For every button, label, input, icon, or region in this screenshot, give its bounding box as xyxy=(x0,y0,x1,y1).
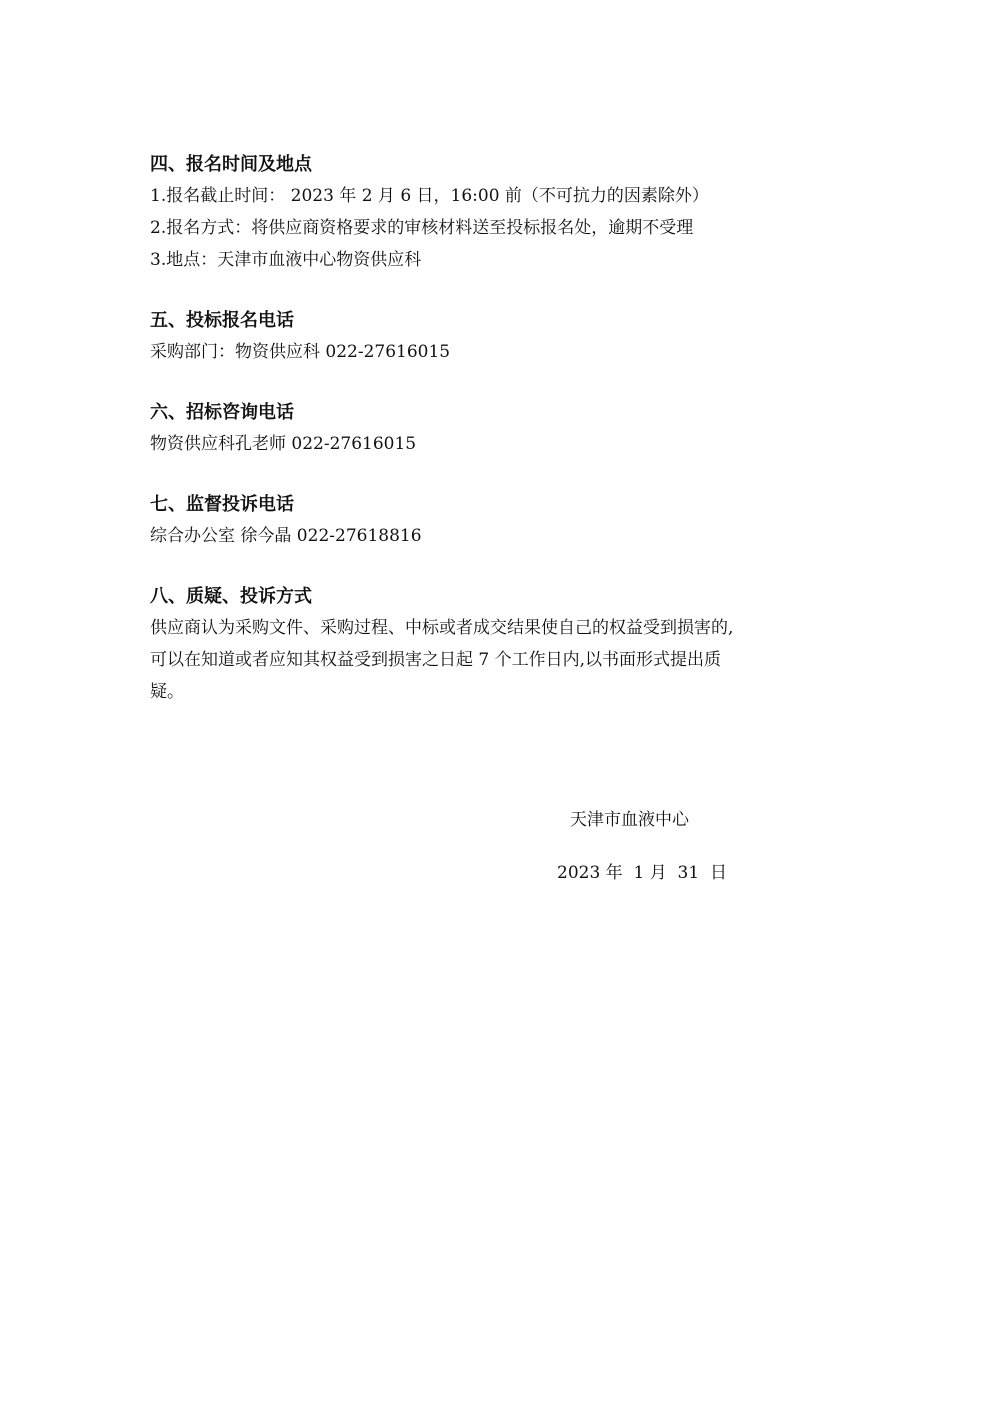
consultation-contact-line: 物资供应科孔老师 022-27616015 xyxy=(150,434,417,454)
supervision-contact-line: 综合办公室 徐今晶 022-27618816 xyxy=(150,526,422,546)
registration-location-line: 3.地点：天津市血液中心物资供应科 xyxy=(150,250,422,270)
section-supervision-phone xyxy=(150,490,850,552)
spacer xyxy=(150,552,850,582)
spacer xyxy=(150,460,850,490)
procurement-department-line: 采购部门：物资供应科 022-27616015 xyxy=(150,342,451,362)
spacer xyxy=(150,276,850,306)
complaint-paragraph-line: 供应商认为采购文件、采购过程、中标或者成交结果使自己的权益受到损害的, xyxy=(150,618,734,638)
registration-method-line: 2.报名方式：将供应商资格要求的审核材料送至投标报名处，逾期不受理 xyxy=(150,218,694,238)
section-heading: 七、监督投诉电话 xyxy=(150,494,294,515)
section-consultation-phone xyxy=(150,398,850,460)
section-complaint-method xyxy=(150,582,850,708)
section-heading: 六、招标咨询电话 xyxy=(150,402,294,423)
section-heading: 五、投标报名电话 xyxy=(150,310,294,331)
signature-date: 2023 年 1 月 31 日 xyxy=(557,863,727,883)
document-body xyxy=(150,150,850,708)
complaint-paragraph-line: 疑。 xyxy=(150,682,184,702)
section-registration-time-place xyxy=(150,150,850,276)
section-heading: 八、质疑、投诉方式 xyxy=(150,586,312,607)
registration-deadline-line: 1.报名截止时间： 2023 年 2 月 6 日，16:00 前（不可抗力的因素除外） xyxy=(150,186,709,206)
signature-organization: 天津市血液中心 xyxy=(570,810,689,830)
section-heading: 四、报名时间及地点 xyxy=(150,154,312,175)
spacer xyxy=(150,368,850,398)
section-registration-phone xyxy=(150,306,850,368)
complaint-paragraph-line: 可以在知道或者应知其权益受到损害之日起 7 个工作日内,以书面形式提出质 xyxy=(150,650,722,670)
